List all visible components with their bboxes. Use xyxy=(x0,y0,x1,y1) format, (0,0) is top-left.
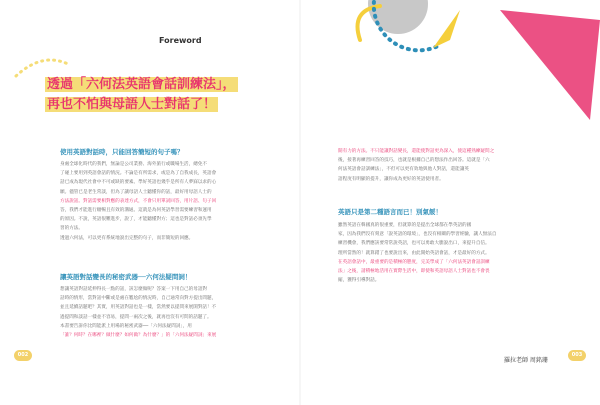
text-line: 在英語會話中，最重要的是積極的態度，完美學成了「六何法英語會話訓練 xyxy=(338,259,490,265)
text-line: 過提問和談話一樣並不容易，提問一兩次之後，就再也沒有可問的話題了。 xyxy=(60,314,212,320)
section-heading: 讓英語對話變長的秘密武器──六何法疑問詞！ xyxy=(60,273,192,281)
text-line: 「誰？何時？在哪裡？做什麼？如何做？為什麼？」的「六何法疑問詞」來展 xyxy=(60,333,217,339)
geometric-decoration xyxy=(300,0,600,140)
text-line: 雖然英語在韓國真的很重要，但就算的是提出全球都在學英語的國 xyxy=(338,223,472,228)
text-line: 並且延續話題吧？其實，用英語對話也是一樣，當然要以提問來展開對話！不 xyxy=(60,305,217,311)
text-line: 法」之後，請積極地活用在實際生活中，即使和英語母語人士對話也不會畏 xyxy=(338,269,490,275)
paragraph xyxy=(60,285,216,340)
text-line: 方法說話。對話需要相對應的表達方式，不會只用單詞回答，用片語、句子回 xyxy=(60,198,217,204)
text-line: 想讓英語對話延伸得長一點的話，該怎麼做呢？答案一下用自己的母語對 xyxy=(60,287,208,292)
paragraph xyxy=(60,160,216,243)
text-line: 家，因為我們沒有刻意「說英語的環境」，也沒有相關的學習經驗，讓人無法自 xyxy=(338,232,497,238)
section-heading: 英語只是第二種語言而已！別氣餒！ xyxy=(338,208,442,216)
foreword-label: Foreword xyxy=(159,36,202,45)
text-line: 練習機會，我們應該要常常說英語，也可以勇敢大膽說出口，來提升自信。 xyxy=(338,241,490,247)
text-line: 語程度有明顯的提升，讓你成為更好的英語使用者。 xyxy=(338,176,444,182)
text-line: 答，我們才能進行順暢且有效的溝通。這就是為何英語學習需要練習和運用 xyxy=(60,208,212,214)
text-line: 透過六何法，可以更有系統地說出完整的句子，而非簡短的回應。 xyxy=(60,235,194,241)
text-line: 縮，獲得引導對話。 xyxy=(338,278,380,284)
section-heading: 使用英語對話時，只能回答簡短的句子嗎？ xyxy=(60,148,184,156)
text-line: 開有力的方法。不只能讓對話變長，還能使對話更為深入，使這種熟練疑問之 xyxy=(338,149,495,154)
page-number: 002 xyxy=(14,350,32,361)
text-line: 的原因。不說，英語很難進步，說了，才能聽懂對方；這也是對話必須先學 xyxy=(60,217,212,223)
text-line: 了碰上要用到英語會話的情況。不論是有所需求，或是為了自我成長，英語會 xyxy=(60,171,217,177)
text-line: 話時的情形，當對話中斷或是處在尷尬的情況時，自己通常向對方提出問題， xyxy=(60,296,217,302)
author-signature: 羅拉老師 周銘珊 xyxy=(504,357,548,364)
page-title xyxy=(45,75,285,115)
text-line: 習的方法。 xyxy=(60,226,83,232)
title-line-2: 再也不怕與母語人士對話了！ xyxy=(47,97,217,112)
right-page xyxy=(300,0,600,405)
text-line: 願。儘管已是老生常談，但為了讓母語人士聽懂你的話，最好用母語人士的 xyxy=(60,189,212,195)
text-line: 身處全球化時代的我們，無論是公司業務、海外旅行或職場生活，總免不 xyxy=(60,162,208,167)
page-number: 003 xyxy=(568,350,586,361)
paragraph xyxy=(338,221,497,285)
text-line: 後，接著再練習回答的技巧，也就是根據自己的想法作出回答。這就是「六 xyxy=(338,158,490,164)
text-line: 話已成為現代社會中不可或缺的要素。學好英語也幾乎是所有人夢寐以求的心 xyxy=(60,180,217,186)
text-line: 本書要告訴你比問能派上用場的秘密武器──「六何法疑問詞」，用 xyxy=(60,323,192,329)
paragraph xyxy=(338,147,494,184)
title-line-1: 透過「六何法英語會話訓練法」， xyxy=(47,77,236,92)
text-line: 何法英語會話訓練法」，不但可以更有效地與他人對話，還能讓英 xyxy=(338,167,469,173)
text-line: 理所當然的！就算錯了也要說出來，由此開始英語會話，才是最好的方式。 xyxy=(338,250,490,256)
